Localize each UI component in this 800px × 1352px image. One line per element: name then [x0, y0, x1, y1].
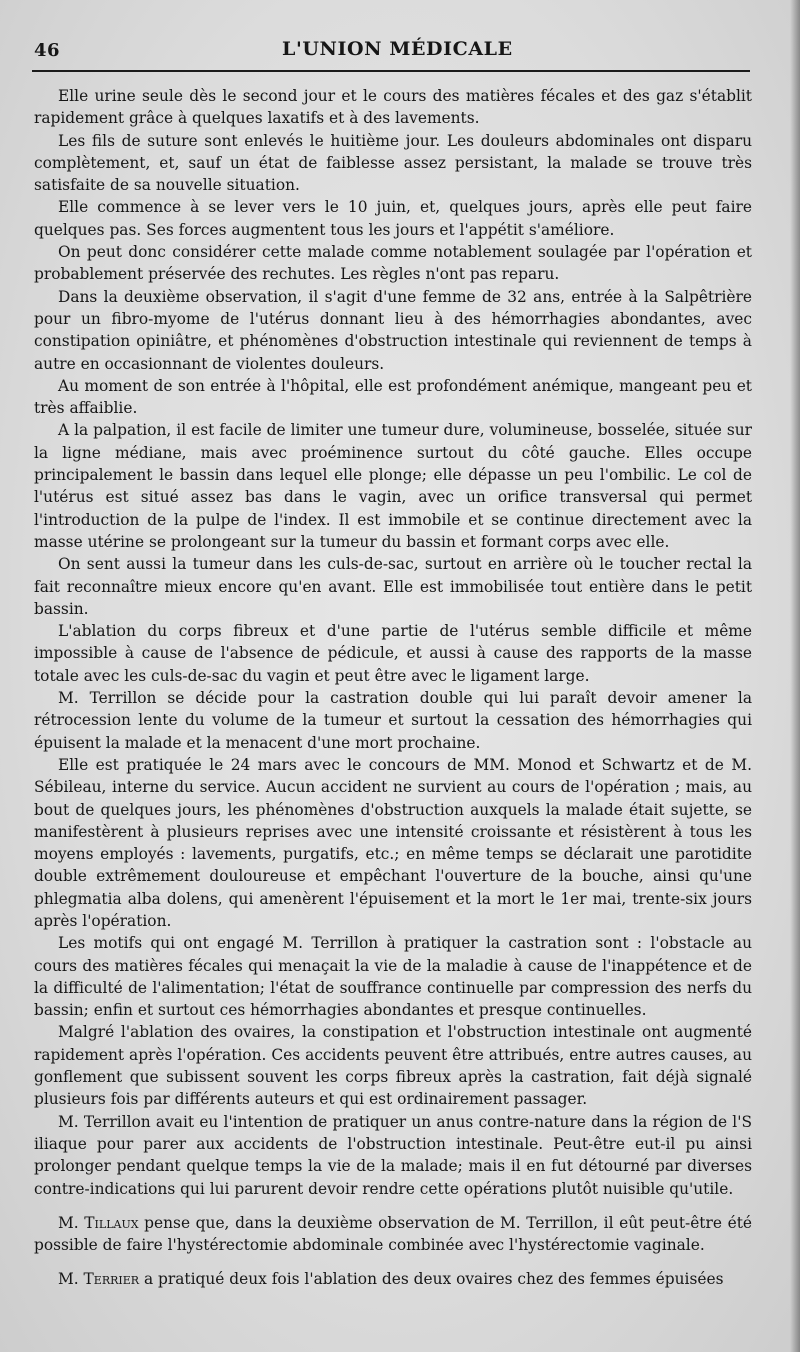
- closing-text: a pratiqué deux fois l'ablation des deux ovaires chez des femmes épuisées: [139, 1270, 724, 1289]
- paragraph: L'ablation du corps fibreux et d'une partie de l'utérus semble difficile et même impossible à cause de l'absence de pédicule, et aussi à cause des rapports de la masse totale avec les culs-de-sac du vagin et peut être avec le ligament large.: [34, 622, 752, 685]
- paragraph: On peut donc considérer cette malade comme notablement soulagée par l'opération et probablement préservée des rechutes. Les règles n'ont pas reparu.: [34, 243, 752, 284]
- paragraph: On sent aussi la tumeur dans les culs-de-sac, surtout en arrière où le toucher rectal la fait reconnaître mieux encore qu'en avant. Elle est immobilisée tout entière dans le petit bassin.: [34, 555, 752, 618]
- closing-paragraph-terrier: [34, 1268, 752, 1290]
- paragraph: Au moment de son entrée à l'hôpital, elle est profondément anémique, mangeant peu et très affaiblie.: [34, 376, 752, 418]
- closing-text: pense que, dans la deuxième observation de M. Terrillon, il eût peut-être été possible de faire l'hystérectomie abdominale combinée avec l'hystérectomie vaginale.: [34, 1213, 752, 1255]
- paragraph: Les fils de suture sont enlevés le huitième jour. Les douleurs abdominales ont disparu complètement, et, sauf un état de faiblesse assez persistant, la malade se trouve très satisfaite de sa nouvelle situation.: [34, 131, 752, 195]
- paragraph: M. Terrillon avait eu l'intention de pratiquer un anus contre-nature dans la région de l'S iliaque pour parer aux accidents de l'obstruction intestinale. Peut-être eut-il pu ainsi prolonger pendant quelque temps la vie de la malade; mais il en fut détourné par diverses contre-indications qui lui parurent devoir rendre cette opérations plutôt nuisible qu'utile.: [34, 1112, 752, 1198]
- paragraph: Les motifs qui ont engagé M. Terrillon à pratiquer la castration sont : l'obstacle au cours des matières fécales qui menaçait la vie de la maladie à cause de l'inappétence et de la difficulté de l'alimentation; l'état de souffrance continuelle par compression des nerfs du bassin; enfin et surtout ces hémorrhagies abondantes et presque continuelles.: [34, 934, 752, 1020]
- page-edge-shadow: [790, 0, 800, 1352]
- paragraph: Elle est pratiquée le 24 mars avec le concours de MM. Monod et Schwartz et de M. Sébileau, interne du service. Aucun accident ne survient au cours de l'opération ; mais, au bout de quelques jours, les phénomènes d'obstruction auxquels la malade était sujette, se manifestèrent à plusieurs reprises avec une intensité croissante et résistèrent à tous les moyens employés : lavements, purgatifs, etc.; en même temps se déclarait une parotidite double extrêmement douloureuse et empêchant l'ouverture de la bouche, ainsi qu'une phlegmatia alba dolens, qui amenèrent l'épuisement et la mort le 1er mai, trente-six jours après l'opération.: [34, 755, 752, 930]
- running-title: L'UNION MÉDICALE: [282, 38, 513, 60]
- paragraph: Dans la deuxième observation, il s'agit d'une femme de 32 ans, entrée à la Salpêtrière pour un fibro-myome de l'utérus donnant lieu à des hémorrhagies abondantes, avec constipation opiniâtre, et phénomènes d'obstruction intestinale qui reviennent de temps à autre en occasionnant de violentes douleurs.: [34, 287, 752, 373]
- title-prefix: M.: [58, 1270, 84, 1289]
- page-number: 46: [34, 40, 61, 61]
- speaker-name: Tillaux: [84, 1213, 139, 1232]
- body-text: [34, 85, 752, 1291]
- paragraph: Malgré l'ablation des ovaires, la constipation et l'obstruction intestinale ont augmenté rapidement après l'opération. Ces accidents peuvent être attribués, entre autres causes, au gonflement que subissent souvent les corps fibreux après la castration, fait déjà signalé plusieurs fois par différents auteurs et qui est ordinairement passager.: [34, 1023, 752, 1109]
- paragraph: Elle urine seule dès le second jour et le cours des matières fécales et des gaz s'établit rapidement grâce à quelques laxatifs et à des lavements.: [34, 87, 752, 128]
- paragraph: Elle commence à se lever vers le 10 juin, et, quelques jours, après elle peut faire quelques pas. Ses forces augmentent tous les jours et l'appétit s'améliore.: [34, 198, 752, 239]
- paragraph: M. Terrillon se décide pour la castration double qui lui paraît devoir amener la rétrocession lente du volume de la tumeur et surtout la cessation des hémorrhagies qui épuisent la malade et la menacent d'une mort prochaine.: [34, 689, 752, 752]
- page-header: [34, 36, 752, 66]
- header-rule: [32, 70, 750, 72]
- speaker-name: Terrier: [83, 1270, 140, 1289]
- paragraph: A la palpation, il est facile de limiter une tumeur dure, volumineuse, bosselée, située sur la ligne médiane, mais avec proéminence surtout du côté gauche. Elles occupe principalement le bassin dans lequel elle plonge; elle dépasse un peu l'ombilic. Le col de l'utérus est situé assez bas dans le vagin, avec un orifice transversal qui permet l'introduction de la pulpe de l'index. Il est immobile et se continue directement avec la masse utérine se prolongeant sur la tumeur du bassin et formant corps avec elle.: [34, 421, 752, 551]
- title-prefix: M.: [58, 1213, 85, 1232]
- closing-paragraph-tillaux: [34, 1212, 752, 1257]
